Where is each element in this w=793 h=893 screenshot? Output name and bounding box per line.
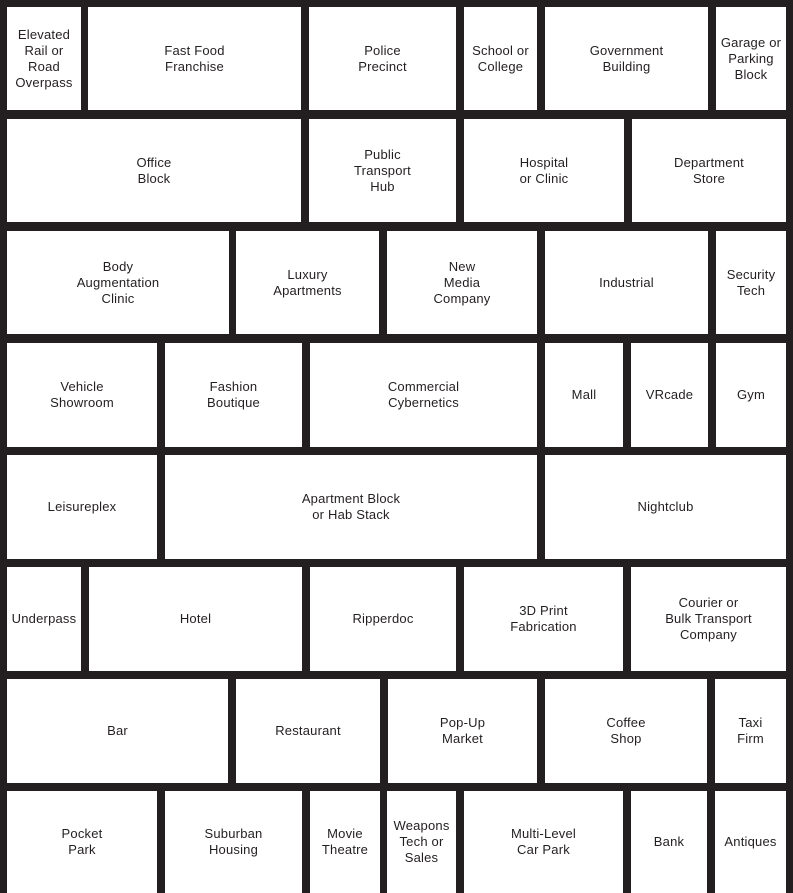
location-label: Restaurant: [275, 723, 341, 738]
location-cell-public-transport-hub: [309, 119, 456, 222]
location-label: Coffee Shop: [606, 715, 646, 746]
location-cell-suburban-housing: [165, 791, 302, 893]
location-cell-movie-theatre: [310, 791, 380, 893]
location-label: Suburban Housing: [204, 826, 263, 857]
location-cell-bar: [7, 679, 228, 783]
location-cell-restaurant: [236, 679, 380, 783]
location-label: Bar: [107, 723, 128, 738]
location-cell-body-augmentation-clinic: [7, 231, 229, 334]
location-cell-nightclub: [545, 455, 786, 559]
location-cell-government-building: [545, 7, 708, 110]
location-label: Hospital or Clinic: [519, 154, 569, 186]
location-label: Elevated Rail or Road Overpass: [15, 26, 73, 90]
location-cell-hotel: [89, 567, 302, 671]
location-cell-elevated-rail-or-road-overpass: [7, 7, 81, 110]
location-label: Hotel: [179, 611, 212, 626]
location-cell-police-precinct: [309, 7, 456, 110]
location-cell-fashion-boutique: [165, 343, 302, 447]
location-cell-mall: [545, 343, 623, 447]
location-label: School or College: [472, 42, 529, 74]
location-cell-security-tech: [716, 231, 786, 334]
location-label: Leisureplex: [47, 499, 117, 514]
location-label: VRcade: [645, 387, 694, 402]
location-label: Movie Theatre: [321, 826, 369, 857]
location-label: Pop-Up Market: [439, 715, 486, 746]
location-label: Antiques: [724, 834, 777, 849]
location-label: Mall: [571, 387, 597, 402]
location-label: Apartment Block or Hab Stack: [301, 491, 401, 522]
location-cell-school-or-college: [464, 7, 537, 110]
location-label: 3D Print Fabrication: [510, 603, 577, 634]
location-cell-garage-or-parking-block: [716, 7, 786, 110]
location-cell-leisureplex: [7, 455, 157, 559]
location-label: Ripperdoc: [352, 611, 414, 626]
location-label: Underpass: [11, 611, 77, 626]
location-cell-3d-print-fabrication: [464, 567, 623, 671]
location-cell-gym: [716, 343, 786, 447]
location-label: Industrial: [599, 274, 654, 290]
location-label: Body Augmentation Clinic: [76, 258, 160, 306]
location-label: Courier or Bulk Transport Company: [665, 595, 752, 642]
location-cell-courier-or-bulk-transport-company: [631, 567, 786, 671]
location-label: Department Store: [674, 154, 744, 186]
location-cell-hospital-or-clinic: [464, 119, 624, 222]
location-label: Police Precinct: [358, 42, 407, 74]
location-label: Bank: [653, 834, 685, 849]
location-label: Pocket Park: [61, 826, 103, 857]
location-cell-commercial-cybernetics: [310, 343, 537, 447]
location-cell-luxury-apartments: [236, 231, 379, 334]
location-cell-new-media-company: [387, 231, 537, 334]
location-label: Public Transport Hub: [354, 146, 411, 194]
location-cell-apartment-block-or-hab-stack: [165, 455, 537, 559]
location-cell-underpass: [7, 567, 81, 671]
location-label: Nightclub: [637, 499, 694, 514]
location-label: Garage or Parking Block: [720, 34, 782, 82]
location-cell-multi-level-car-park: [464, 791, 623, 893]
location-cell-coffee-shop: [545, 679, 707, 783]
location-label: Commercial Cybernetics: [387, 379, 460, 410]
location-cell-vrcade: [631, 343, 708, 447]
location-cell-vehicle-showroom: [7, 343, 157, 447]
location-cell-office-block: [7, 119, 301, 222]
location-label: New Media Company: [433, 258, 491, 306]
location-label: Taxi Firm: [737, 715, 764, 746]
location-cell-department-store: [632, 119, 786, 222]
location-label: Multi-Level Car Park: [510, 826, 577, 857]
location-cell-ripperdoc: [310, 567, 456, 671]
location-cell-weapons-tech-or-sales: [387, 791, 456, 893]
location-cell-antiques: [715, 791, 786, 893]
location-label: Government Building: [589, 42, 664, 74]
location-label: Office Block: [136, 154, 172, 186]
location-label: Fast Food Franchise: [164, 42, 225, 74]
location-label: Luxury Apartments: [273, 266, 342, 298]
location-label: Weapons Tech or Sales: [393, 818, 450, 865]
location-cell-taxi-firm: [715, 679, 786, 783]
location-cell-fast-food-franchise: [88, 7, 301, 110]
location-cell-pocket-park: [7, 791, 157, 893]
location-label: Security Tech: [726, 266, 776, 298]
location-label: Fashion Boutique: [207, 379, 260, 410]
location-cell-bank: [631, 791, 707, 893]
location-cell-industrial: [545, 231, 708, 334]
location-cell-pop-up-market: [388, 679, 537, 783]
location-label: Vehicle Showroom: [50, 379, 114, 410]
location-label: Gym: [736, 387, 766, 402]
